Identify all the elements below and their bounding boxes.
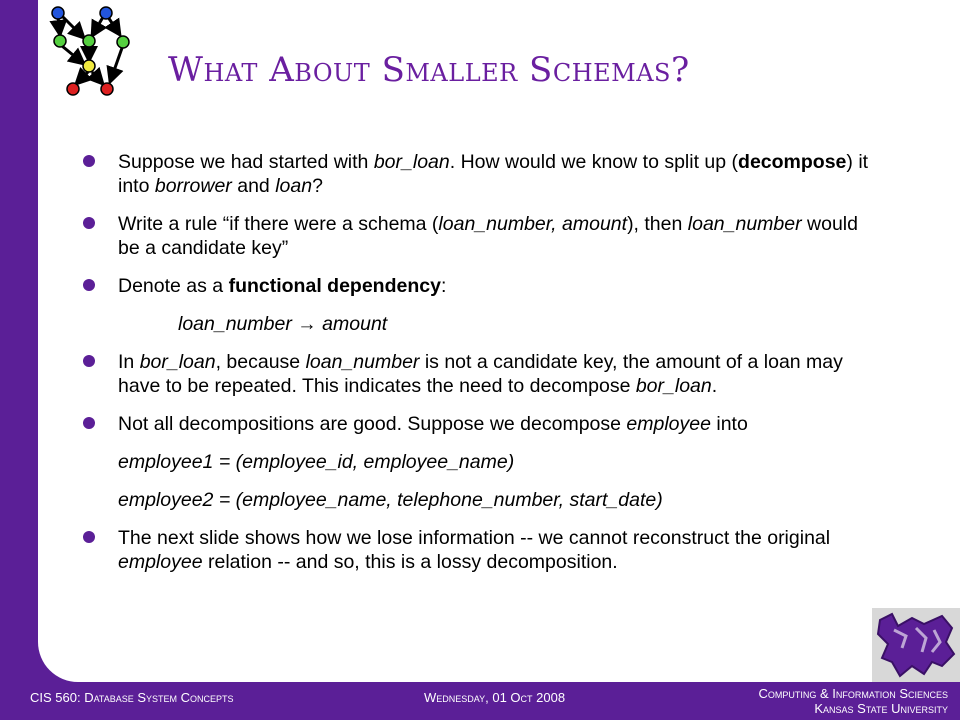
text-run: bor_loan — [373, 151, 450, 173]
text-run: In — [118, 351, 140, 373]
slide-content — [82, 150, 882, 588]
text-run: Suppose we had started with — [118, 151, 374, 173]
bullet-item — [82, 274, 882, 298]
text-run: loan_number — [687, 213, 802, 235]
text-run: loan — [275, 175, 313, 197]
text-run: ), then — [627, 213, 688, 235]
text-run: employee — [118, 551, 203, 573]
footer-dept: Computing & Information Sciences — [758, 686, 948, 701]
text-run: into — [710, 413, 748, 435]
text-run: . How would we know to split up ( — [449, 151, 739, 173]
bullet-dot-icon — [83, 417, 95, 429]
text-run: is not a candidate key, the amount of a loan may have to be repeated. This indicates the need to decompose — [118, 351, 843, 397]
text-run: . — [711, 375, 718, 397]
text-run: borrower — [154, 175, 232, 197]
text-run: The next slide shows how we lose information -- we cannot reconstruct the original — [118, 527, 831, 549]
bullet-dot-icon — [83, 355, 95, 367]
slide-title: What About Smaller Schemas? — [168, 50, 690, 90]
text-run: Denote as a — [118, 275, 229, 297]
bullet-dot-icon — [83, 155, 95, 167]
bullet-item — [82, 526, 882, 574]
bullet-item — [82, 212, 882, 260]
bullet-dot-icon — [83, 279, 95, 291]
footer-univ: Kansas State University — [814, 701, 948, 716]
footer-date: Wednesday, 01 Oct 2008 — [424, 690, 566, 705]
bullet-item — [82, 350, 882, 398]
footer-course: CIS 560: Database System Concepts — [30, 690, 234, 705]
bullet-dot-icon — [83, 217, 95, 229]
text-run: ? — [312, 175, 323, 197]
text-run: loan_number — [305, 351, 420, 373]
employee2-schema: employee2 = (employee_name, telephone_number, start_date) — [118, 489, 663, 511]
employee1-schema: employee1 = (employee_id, employee_name) — [118, 451, 515, 473]
footer-institution — [758, 686, 948, 716]
bullet-dot-icon — [83, 531, 95, 543]
text-run: and — [231, 175, 276, 197]
text-run: decompose — [738, 151, 847, 173]
text-run: ) it into — [118, 151, 869, 197]
text-run: bor_loan — [139, 351, 216, 373]
text-run: bor_loan — [635, 375, 712, 397]
bullet-item — [82, 150, 882, 198]
text-run: Write a rule “if there were a schema ( — [118, 213, 439, 235]
text-run: , because — [215, 351, 306, 373]
text-run: Not all decompositions are good. Suppose we decompose — [118, 413, 627, 435]
text-run: : — [440, 275, 447, 297]
text-run: would be a candidate key” — [118, 213, 858, 259]
wildcat-logo-icon — [872, 608, 960, 682]
text-run: functional dependency — [228, 275, 441, 297]
text-run: relation -- and so, this is a lossy decomposition. — [202, 551, 618, 573]
text-run: loan_number, amount — [438, 213, 628, 235]
text-run: employee — [626, 413, 711, 435]
functional-dependency: loan_number → amount — [178, 313, 388, 335]
graph-logo-icon — [40, 2, 140, 100]
bullet-item — [82, 412, 882, 436]
